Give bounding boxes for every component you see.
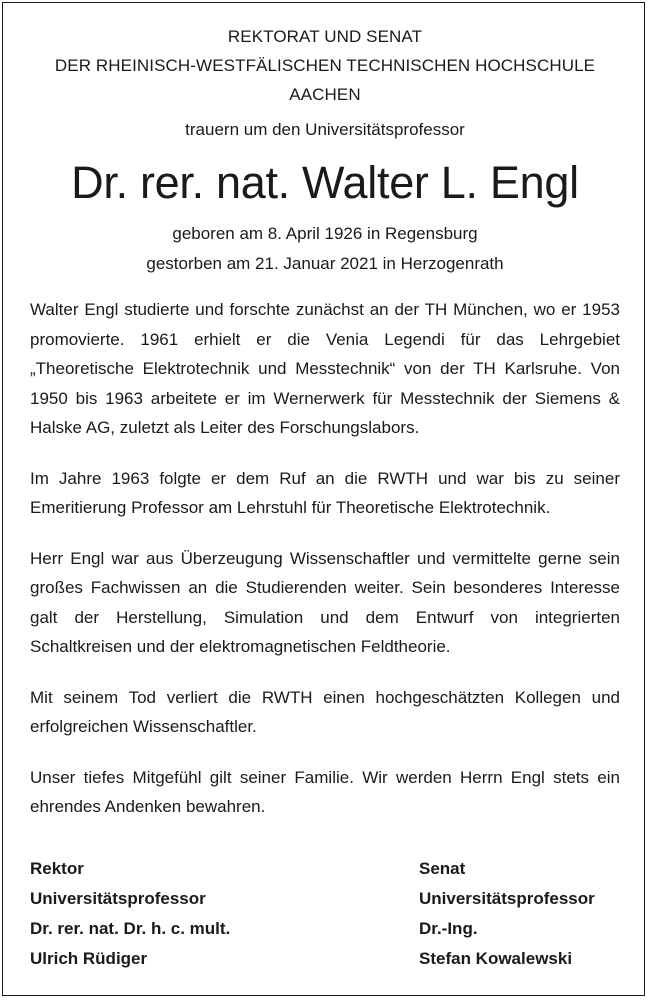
signature-title: Universitätsprofessor xyxy=(419,888,595,908)
life-dates xyxy=(30,219,620,279)
birth-line: geboren am 8. April 1926 in Regensburg xyxy=(172,224,478,243)
signature-degree: Dr. rer. nat. Dr. h. c. mult. xyxy=(30,918,231,938)
paragraph: Mit seinem Tod verliert die RWTH einen hochgeschätzten Kollegen und erfolgreichen Wissenschaftler. xyxy=(30,687,620,736)
obituary-notice xyxy=(30,22,620,974)
paragraph: Unser tiefes Mitgefühl gilt seiner Familie. Wir werden Herrn Engl stets ein ehrendes Andenken bewahren. xyxy=(30,767,620,816)
death-line: gestorben am 21. Januar 2021 in Herzogenrath xyxy=(146,254,504,273)
signatures xyxy=(30,854,620,974)
signature-rektor xyxy=(30,854,230,974)
paragraph: Herr Engl war aus Überzeugung Wissenschaftler und vermittelte gerne sein großes Fachwissen an die Studierenden weiter. Sein besonderes Interesse galt der Herstellung, Simulation und dem Entwurf von integrierten Schaltkreisen und der elektromagnetischen Feldtheorie. xyxy=(30,548,620,656)
issuer-line-2: DER RHEINISCH-WESTFÄLISCHEN TECHNISCHEN HOCHSCHULE xyxy=(54,56,596,75)
issuer-header xyxy=(30,22,620,109)
signature-role: Senat xyxy=(419,858,466,878)
paragraph: Walter Engl studierte und forschte zunächst an der TH München, wo er 1953 promovierte. 1961 erhielt er die Venia Legendi für das Lehrgebiet „Theoretische Elektrotechnik und Messtechnik“ von der TH Karlsruhe. Von 1950 bis 1963 arbeitete er im Wernerwerk für Messtechnik der Siemens & Halske AG, zuletzt als Leiter des Forschungslabors. xyxy=(30,300,620,437)
deceased-name: Dr. rer. nat. Walter L. Engl xyxy=(71,157,579,208)
signature-role: Rektor xyxy=(30,858,84,878)
obituary-body xyxy=(30,295,620,822)
signature-title: Universitätsprofessor xyxy=(30,888,206,908)
issuer-line-1: REKTORAT UND SENAT xyxy=(227,27,423,46)
signature-degree: Dr.-Ing. xyxy=(419,918,478,938)
issuer-line-3: AACHEN xyxy=(289,85,361,104)
signature-name: Ulrich Rüdiger xyxy=(30,948,148,968)
signature-name: Stefan Kowalewski xyxy=(419,948,573,968)
paragraph: Im Jahre 1963 folgte er dem Ruf an die RWTH und war bis zu seiner Emeritierung Professor am Lehrstuhl für Theoretische Elektrotechnik. xyxy=(30,468,620,517)
mourning-line: trauern um den Universitätsprofessor xyxy=(185,120,465,139)
signature-senat xyxy=(419,854,595,974)
